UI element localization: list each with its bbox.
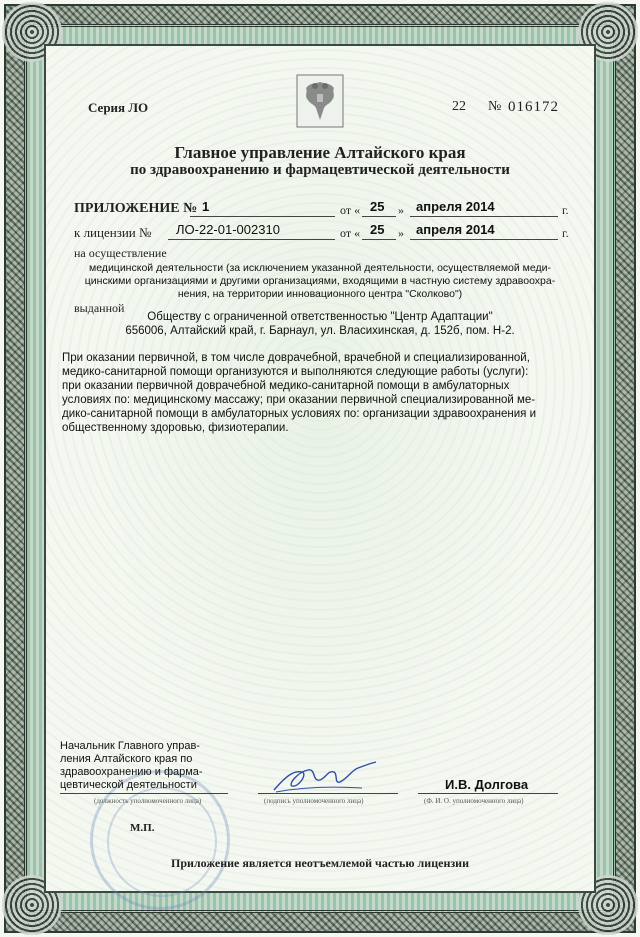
signatory-position-line: цевтической деятельности <box>60 779 197 791</box>
license-label: к лицензии № <box>74 225 152 240</box>
appendix-day: 25 <box>370 199 385 214</box>
activity-line1: медицинской деятельности (за исключением указанной деятельности, осуществляемой меди- <box>88 262 551 274</box>
seal-label: М.П. <box>130 822 155 834</box>
organization-name: Обществу с ограниченной ответственностью "Центр Адаптации" <box>147 311 493 323</box>
appendix-label: ПРИЛОЖЕНИЕ № <box>74 201 198 216</box>
license-from-prefix: от « <box>340 226 361 240</box>
license-from-suffix: » <box>398 226 404 240</box>
footer-note: Приложение является неотъемлемой частью лицензии <box>170 856 470 870</box>
appendix-from-prefix: от « <box>340 203 361 217</box>
activity-line2: цинскими организациями и другими организациями, входящими в частную систему здравоохра- <box>84 275 556 287</box>
works-line: дико-санитарной помощи в амбулаторных условиях по: организации здравоохранения и <box>62 408 536 420</box>
signatory-position-line: здравоохранению и фарма- <box>60 766 203 778</box>
authority-title-line1: Главное управление Алтайского края <box>174 143 466 162</box>
appendix-from-suffix: » <box>398 203 404 217</box>
appendix-year-suffix: г. <box>562 203 569 217</box>
appendix-number: 1 <box>202 199 210 214</box>
works-line: при оказании первичной доврачебной медико-санитарной помощи в амбулаторных <box>62 380 510 392</box>
official-seal-icon <box>90 770 230 910</box>
appendix-month-year: апреля 2014 <box>416 199 495 214</box>
coat-of-arms-icon <box>296 74 344 128</box>
series-code: 22 <box>452 99 466 114</box>
license-underline <box>168 239 335 240</box>
position-underline <box>60 793 228 794</box>
license-day: 25 <box>370 222 385 237</box>
name-underline <box>418 793 558 794</box>
signatory-name: И.В. Долгова <box>445 777 529 792</box>
license-date-underline <box>410 239 558 240</box>
appendix-day-underline <box>362 216 396 217</box>
number-sign: № <box>488 99 502 114</box>
handwritten-signature-icon <box>268 758 384 798</box>
signature-underline <box>258 793 398 794</box>
appendix-date-underline <box>410 216 558 217</box>
name-caption: (Ф. И. О. уполномоченного лица) <box>424 797 524 805</box>
activity-label: на осуществление <box>74 246 167 260</box>
works-line: условиях по: медицинскому массажу; при оказании первичной специализированной ме- <box>62 394 536 406</box>
signatory-position-line: Начальник Главного управ- <box>60 740 200 752</box>
license-day-underline <box>362 239 396 240</box>
works-line: общественному здоровью, физиотерапии. <box>62 422 289 434</box>
authority-title-line2: по здравоохранению и фармацевтической деятельности <box>130 162 510 178</box>
organization-address: 656006, Алтайский край, г. Барнаул, ул. Власихинская, д. 152б, пом. Н-2. <box>125 325 515 337</box>
works-line: При оказании первичной, в том числе доврачебной, врачебной и специализированной, <box>62 352 530 364</box>
license-year-suffix: г. <box>562 226 569 240</box>
works-line: медико-санитарной помощи организуются и выполняются следующие работы (услуги): <box>62 366 529 378</box>
activity-line3: нения, на территории инновационного центра "Сколково") <box>177 288 463 300</box>
signature-caption: (подпись уполномоченного лица) <box>264 797 364 805</box>
license-number: ЛО-22-01-002310 <box>176 222 280 237</box>
signatory-position-line: ления Алтайского края по <box>60 753 193 765</box>
issued-label: выданной <box>74 301 125 315</box>
license-month-year: апреля 2014 <box>416 222 495 237</box>
appendix-underline <box>190 216 335 217</box>
position-caption: (должность уполномоченного лица) <box>94 797 202 805</box>
series-label: Серия ЛО <box>88 100 149 115</box>
form-number: 016172 <box>508 99 559 115</box>
